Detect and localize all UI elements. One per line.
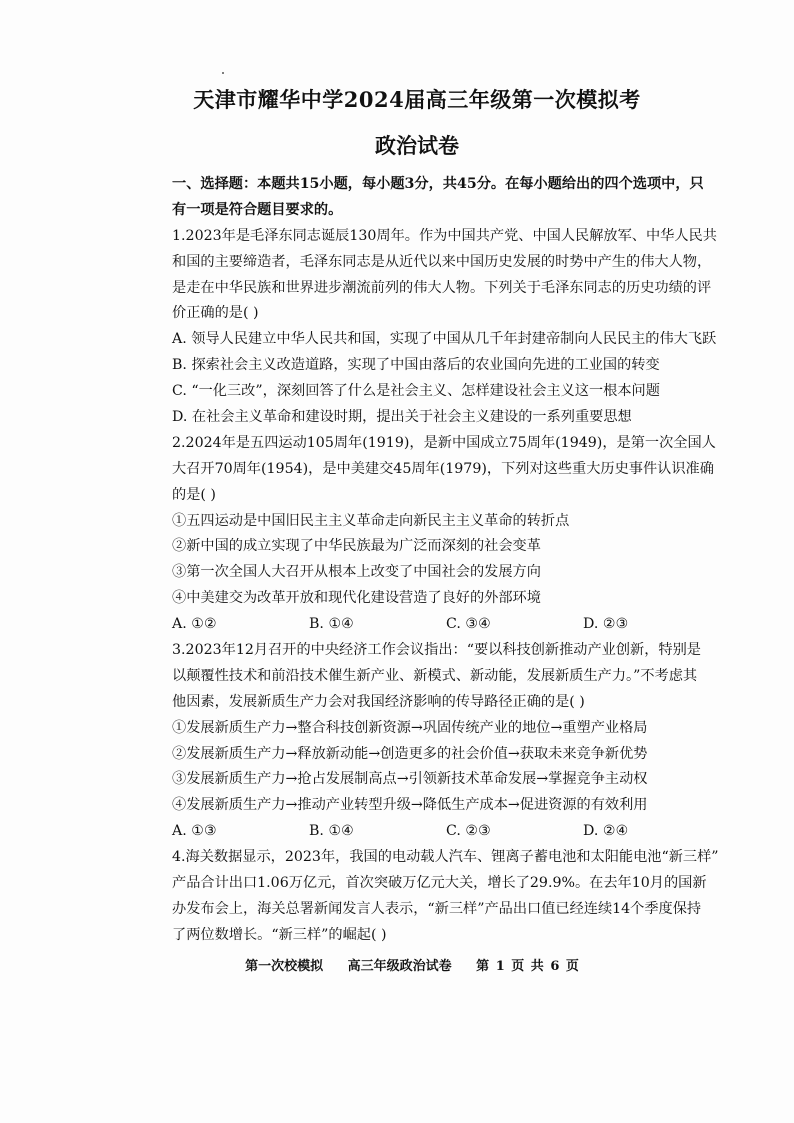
question-3-statement: ①发展新质生产力→整合科技创新资源→巩固传统产业的地位→重塑产业格局	[172, 719, 648, 736]
question-1-text-line: 1.2023年是毛泽东同志诞辰130周年。作为中国共产党、中国人民解放军、中华人民共	[172, 227, 717, 244]
question-3-statement: ②发展新质生产力→释放新动能→创造更多的社会价值→获取未来竞争新优势	[172, 745, 648, 762]
question-1	[172, 224, 722, 431]
question-2-text-line: 2.2024年是五四运动105周年(1919)，是新中国成立75周年(1949)，是第一次全国人	[172, 434, 716, 451]
footer-exam-name: 第一次校模拟	[245, 959, 324, 974]
section-heading-line2: 有一项是符合题目要求的。	[172, 201, 343, 218]
choice-c: C. ②③	[446, 823, 491, 840]
question-2-statement: ④中美建交为改革开放和现代化建设营造了良好的外部环境	[172, 590, 541, 607]
question-4-text-line: 办发布会上，海关总署新闻发言人表示，“新三样”产品出口值已经连续14个季度保持	[172, 900, 702, 917]
question-1-text-line: 价正确的是( )	[172, 305, 259, 322]
question-3	[172, 638, 722, 845]
question-4-text-line: 了两位数增长。“新三样”的崛起( )	[172, 926, 387, 943]
exam-subtitle: 政治试卷	[375, 133, 459, 158]
question-1-text-line: 是走在中华民族和世界进步潮流前列的伟大人物。下列关于毛泽东同志的历史功绩的评	[172, 279, 712, 296]
scan-speck	[222, 72, 224, 74]
question-4-text-line: 产品合计出口1.06万亿元，首次突破万亿元大关，增长了29.9%。在去年10月的国新	[172, 875, 707, 892]
choice-c: C. ③④	[446, 616, 491, 633]
question-1-option-c: C. “一化三改”，深刻回答了什么是社会主义、怎样建设社会主义这一根本问题	[172, 383, 660, 400]
question-3-text-line: 3.2023年12月召开的中央经济工作会议指出：“要以科技创新推动产业创新，特别是	[172, 642, 701, 659]
question-3-statement: ③发展新质生产力→抢占发展制高点→引领新技术革命发展→掌握竞争主动权	[172, 771, 648, 788]
question-2-statement: ②新中国的成立实现了中华民族最为广泛而深刻的社会变革	[172, 538, 541, 555]
page-footer	[0, 955, 794, 974]
choice-a: A. ①②	[172, 616, 217, 633]
exam-body	[172, 172, 722, 949]
question-4-text-line: 4.海关数据显示，2023年，我国的电动载人汽车、锂离子蓄电池和太阳能电池“新三样”	[172, 849, 719, 866]
question-3-text-line: 他因素，发展新质生产力会对我国经济影响的传导路径正确的是( )	[172, 693, 585, 710]
question-2-statement: ①五四运动是中国旧民主主义革命走向新民主主义革命的转折点	[172, 512, 570, 529]
choice-d: D. ②③	[583, 616, 629, 633]
question-3-choices	[172, 819, 722, 845]
question-2-statement: ③第一次全国人大召开从根本上改变了中国社会的发展方向	[172, 564, 541, 581]
question-1-option-b: B. 探索社会主义改造道路，实现了中国由落后的农业国向先进的工业国的转变	[172, 357, 660, 374]
footer-page-number: 第 1 页 共 6 页	[476, 959, 579, 974]
question-4	[172, 845, 722, 949]
choice-d: D. ②④	[583, 823, 629, 840]
choice-a: A. ①③	[172, 823, 217, 840]
section-heading-line1: 一、选择题：本题共15小题，每小题3分，共45分。在每小题给出的四个选项中，只	[172, 176, 704, 192]
question-1-text-line: 和国的主要缔造者，毛泽东同志是从近代以来中国历史发展的时势中产生的伟大人物，	[172, 253, 712, 270]
question-2	[172, 431, 722, 638]
question-3-statement: ④发展新质生产力→推动产业转型升级→降低生产成本→促进资源的有效利用	[172, 797, 648, 814]
exam-title: 天津市耀华中学2024届高三年级第一次模拟考	[193, 87, 641, 112]
question-2-choices	[172, 612, 722, 638]
question-1-option-d: D. 在社会主义革命和建设时期，提出关于社会主义建设的一系列重要思想	[172, 409, 632, 426]
question-2-text-line: 的是( )	[172, 486, 216, 503]
choice-b: B. ①④	[309, 823, 354, 840]
question-1-option-a: A. 领导人民建立中华人民共和国，实现了中国从几千年封建帝制向人民民主的伟大飞跃	[172, 331, 717, 348]
footer-paper-name: 高三年级政治试卷	[347, 959, 452, 974]
question-2-text-line: 大召开70周年(1954)，是中美建交45周年(1979)，下列对这些重大历史事件认识准确	[172, 460, 714, 477]
question-3-text-line: 以颠覆性技术和前沿技术催生新产业、新模式、新动能，发展新质生产力。”不考虑其	[172, 667, 698, 684]
choice-b: B. ①④	[309, 616, 354, 633]
